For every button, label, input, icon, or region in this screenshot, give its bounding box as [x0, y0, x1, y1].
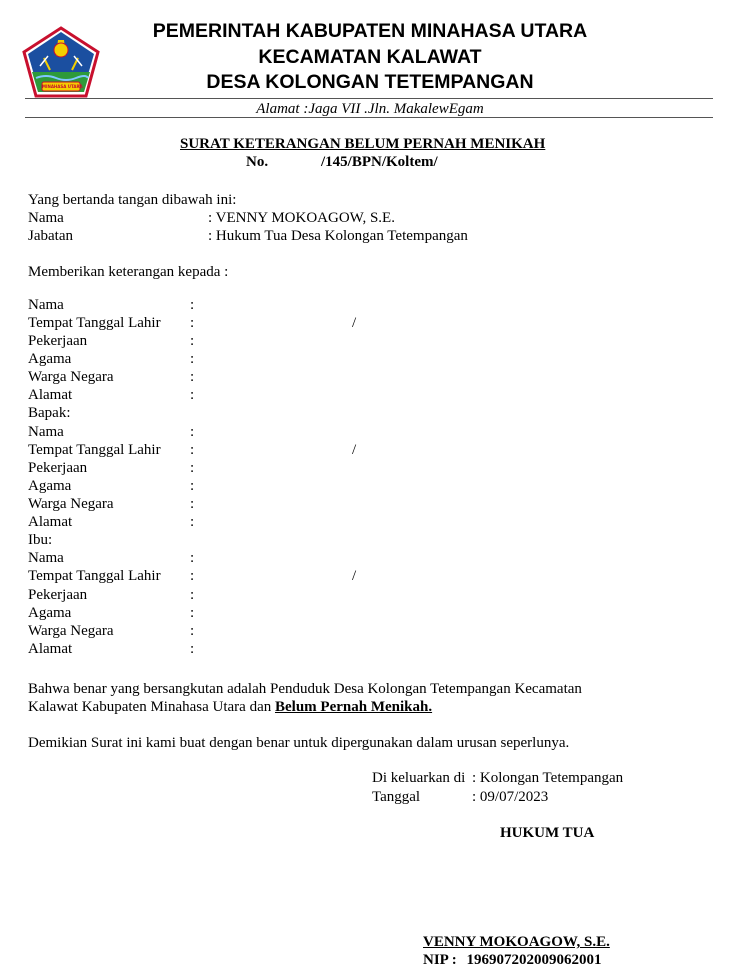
mother-field-label: Agama — [28, 605, 72, 621]
subject-field-label: Alamat — [28, 387, 73, 403]
mother-field-colon: : — [190, 641, 195, 657]
signature-role: HUKUM TUA — [500, 825, 595, 841]
mother-section-label: Ibu: — [28, 532, 53, 548]
statement-line-2-text: Kalawat Kabupaten Minahasa Utara dan — [28, 699, 272, 715]
mother-field-label: Pekerjaan — [28, 587, 88, 603]
subject-field-colon: : — [190, 351, 195, 367]
signer-position-label: Jabatan — [28, 228, 73, 244]
subject-field-label: Pekerjaan — [28, 333, 88, 349]
letterhead-district: KECAMATAN KALAWAT — [258, 46, 482, 68]
mother-field-colon: : — [190, 605, 195, 621]
subject-field-label: Nama — [28, 297, 64, 313]
subject-field-colon: : — [190, 297, 195, 313]
father-field-colon: : — [190, 460, 195, 476]
signer-intro: Yang bertanda tangan dibawah ini: — [28, 192, 237, 208]
father-field-colon: : — [190, 442, 195, 458]
subject-field-colon: : — [190, 333, 195, 349]
father-field-label: Agama — [28, 478, 72, 494]
father-field-colon: : — [190, 478, 195, 494]
statement-line-2 — [28, 698, 432, 716]
mother-field-colon: : — [190, 550, 195, 566]
issue-place-label: Di keluarkan di — [372, 770, 466, 786]
letterhead-rule-bottom — [25, 117, 713, 118]
statement-line-1: Bahwa benar yang bersangkutan adalah Penduduk Desa Kolongan Tetempangan Kecamatan — [28, 681, 582, 697]
letterhead-address: Alamat :Jaga VII .Jln. MakalewEgam — [256, 101, 484, 117]
mother-field-colon: : — [190, 568, 195, 584]
mother-field-colon: : — [190, 623, 195, 639]
letter-number-value: /145/BPN/Koltem/ — [321, 154, 438, 170]
subject-intro: Memberikan keterangan kepada : — [28, 264, 229, 280]
signer-name-label: Nama — [28, 210, 64, 226]
father-field-label: Alamat — [28, 514, 73, 530]
signer-name-value: : VENNY MOKOAGOW, S.E. — [208, 210, 395, 226]
subject-field-label: Tempat Tanggal Lahir — [28, 315, 161, 331]
logo-ribbon-text: MINAHASA UTARA — [42, 84, 83, 89]
mother-field-label: Tempat Tanggal Lahir — [28, 568, 161, 584]
mother-field-label: Warga Negara — [28, 623, 114, 639]
letter-number-label: No. — [246, 154, 269, 170]
subject-field-colon: : — [190, 369, 195, 385]
letterhead-rule-top — [25, 98, 713, 99]
closing-statement: Demikian Surat ini kami buat dengan benar untuk dipergunakan dalam urusan seperlunya. — [28, 735, 570, 751]
signature-nip-value: 196907202009062001 — [466, 952, 602, 968]
signature-nip-label: NIP : — [423, 952, 457, 968]
father-field-label: Tempat Tanggal Lahir — [28, 442, 161, 458]
letterhead-village: DESA KOLONGAN TETEMPANGAN — [206, 71, 534, 93]
father-field-colon: : — [190, 424, 195, 440]
birth-date-separator: / — [352, 315, 357, 331]
father-field-colon: : — [190, 514, 195, 530]
father-field-label: Pekerjaan — [28, 460, 88, 476]
birth-date-separator: / — [352, 568, 357, 584]
signer-position-value: : Hukum Tua Desa Kolongan Tetempangan — [208, 228, 468, 244]
subject-field-label: Agama — [28, 351, 72, 367]
father-field-label: Nama — [28, 424, 64, 440]
birth-date-separator: / — [352, 442, 357, 458]
letter-title: SURAT KETERANGAN BELUM PERNAH MENIKAH — [180, 136, 546, 152]
issue-place-value: : Kolongan Tetempangan — [472, 770, 624, 786]
letterhead-government: PEMERINTAH KABUPATEN MINAHASA UTARA — [152, 20, 588, 42]
signature-name: VENNY MOKOAGOW, S.E. — [423, 934, 610, 950]
signature-nip — [423, 951, 602, 969]
mother-field-colon: : — [190, 587, 195, 603]
subject-field-colon: : — [190, 387, 195, 403]
issue-date-value: : 09/07/2023 — [472, 789, 549, 805]
subject-field-colon: : — [190, 315, 195, 331]
subject-field-label: Warga Negara — [28, 369, 114, 385]
father-section-label: Bapak: — [28, 405, 71, 421]
mother-field-label: Alamat — [28, 641, 73, 657]
mother-field-label: Nama — [28, 550, 64, 566]
father-field-colon: : — [190, 496, 195, 512]
statement-status-emphasis: Belum Pernah Menikah. — [274, 699, 433, 715]
issue-date-label: Tanggal — [372, 789, 421, 805]
father-field-label: Warga Negara — [28, 496, 114, 512]
